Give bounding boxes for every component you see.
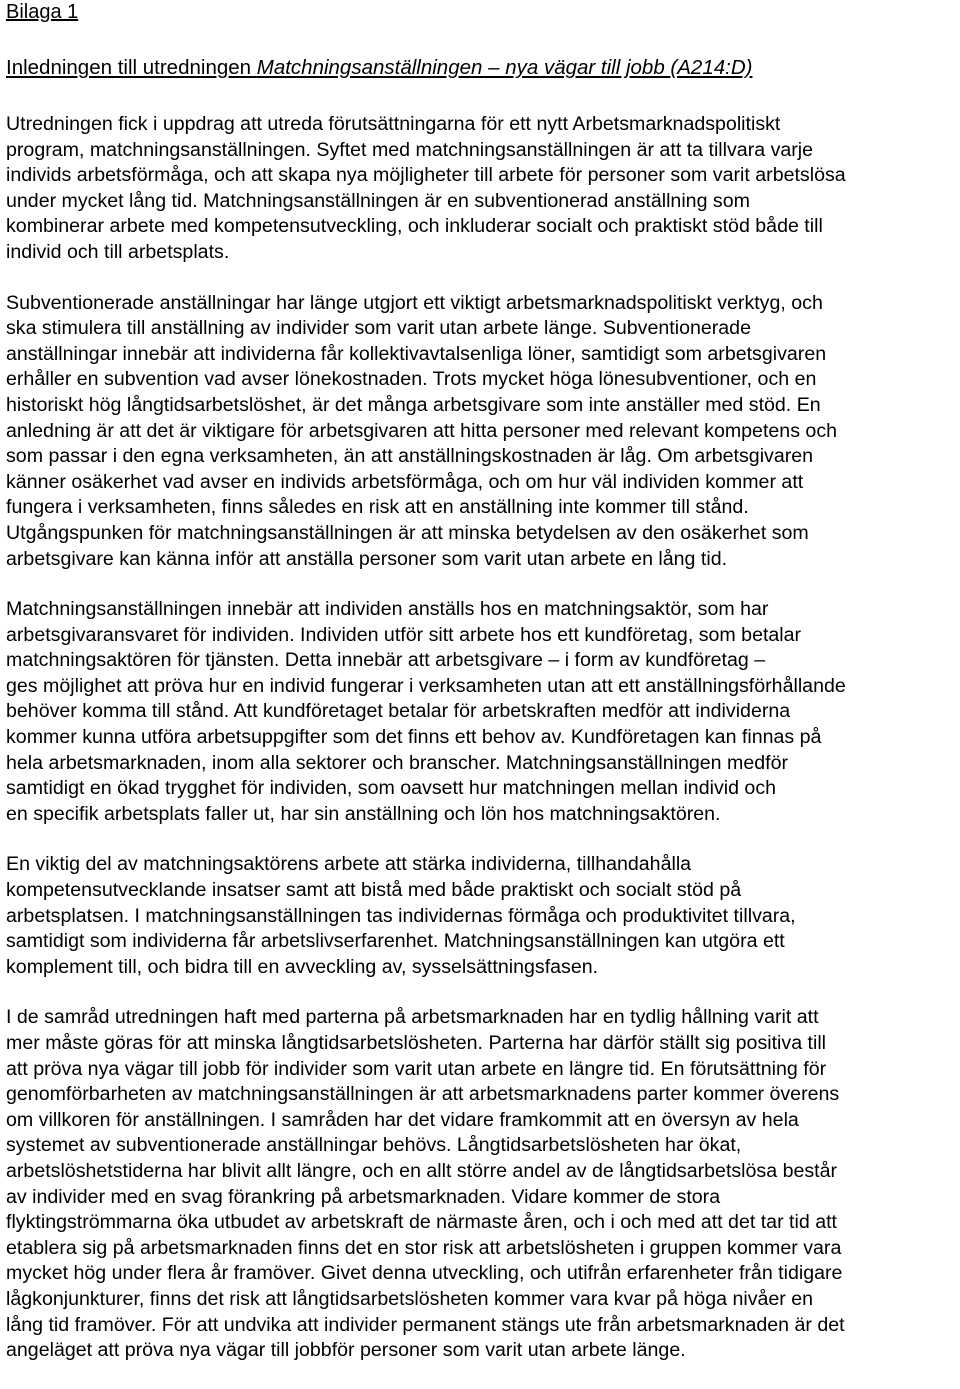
paragraph-line: om villkoren för anställningen. I samråden har det vidare framkommit att en översyn av hela <box>6 1108 799 1131</box>
paragraph-line: av individer med en svag förankring på arbetsmarknaden. Vidare kommer de stora <box>6 1185 721 1208</box>
paragraph-line: samtidigt en ökad trygghet för individen, som oavsett hur matchningen mellan individ och <box>6 777 777 800</box>
paragraph-line: kombinerar arbete med kompetensutveckling, och inkluderar socialt och praktiskt stöd både till <box>6 215 823 238</box>
paragraph-line: komplement till, och bidra till en avveckling av, sysselsättningsfasen. <box>6 955 599 978</box>
paragraph-line: Utgångspunken för matchningsanställningen är att minska betydelsen av den osäkerhet som <box>6 521 809 544</box>
paragraph-line: arbetsgivare kan känna inför att anställa personer som varit utan arbete en lång tid. <box>6 547 728 570</box>
paragraph-line: etablera sig på arbetsmarknaden finns det en stor risk att arbetslösheten i gruppen kommer vara <box>6 1236 842 1259</box>
paragraph-line: historiskt hög långtidsarbetslöshet, är det många arbetsgivare som inte anställer med stöd. En <box>6 393 821 416</box>
paragraph-line: matchningsaktören för tjänsten. Detta innebär att arbetsgivare – i form av kundföretag – <box>6 649 766 672</box>
paragraph-line: program, matchningsanställningen. Syftet med matchningsanställningen är att ta tillvara varje <box>6 138 814 161</box>
paragraph-line: flyktingströmmarna öka utbudet av arbetskraft de närmaste åren, och i och med att det tar tid att <box>6 1211 837 1234</box>
paragraph <box>6 291 956 573</box>
paragraph-line: anställningar innebär att individerna får kollektivavtalsenliga löner, samtidigt som arbetsgivaren <box>6 342 827 365</box>
paragraph-line: Matchningsanställningen innebär att individen anställs hos en matchningsaktör, som har <box>6 598 769 621</box>
paragraph-line: arbetsgivaransvaret för individen. Individen utför sitt arbete hos ett kundföretag, som betalar <box>6 623 802 646</box>
paragraph-line: erhåller en subvention vad avser lönekostnaden. Trots mycket höga lönesubventioner, och en <box>6 368 817 391</box>
paragraph-line: individ och till arbetsplats. <box>6 240 230 263</box>
paragraph-line: kommer kunna utföra arbetsuppgifter som det finns ett behov av. Kundföretagen kan finnas på <box>6 726 822 749</box>
paragraph-line: känner osäkerhet vad avser en individs arbetsförmåga, och om hur väl individen kommer att <box>6 470 804 493</box>
paragraph-line: ska stimulera till anställning av individer som varit utan arbete länge. Subventionerade <box>6 317 751 340</box>
paragraph-line: angeläget att pröva nya vägar till jobbför personer som varit utan arbete länge. <box>6 1339 686 1362</box>
paragraph-line: som passar i den egna verksamheten, än att anställningskostnaden är låg. Om arbetsgivaren <box>6 445 814 468</box>
paragraph-line: ges möjlighet att pröva hur en individ fungerar i verksamheten utan att ett anställningsförhållande <box>6 674 846 697</box>
paragraph-line: arbetslöshetstiderna har blivit allt längre, och en allt större andel av de långtidsarbetslösa består <box>6 1159 838 1182</box>
paragraph-line: arbetsplatsen. I matchningsanställningen tas individernas förmåga och produktivitet tillvara, <box>6 904 796 927</box>
heading-prefix: Inledningen till utredningen <box>6 56 257 79</box>
paragraph-line: anledning är att det är viktigare för arbetsgivaren att hitta personer med relevant kompetens och <box>6 419 838 442</box>
paragraph-line: Subventionerade anställningar har länge utgjort ett viktigt arbetsmarknadspolitiskt verktyg, och <box>6 291 823 314</box>
paragraph-line: lång tid framöver. För att undvika att individer permanent stängs ute från arbetsmarknaden är det <box>6 1313 845 1336</box>
paragraph <box>6 1005 956 1363</box>
paragraph-line: under mycket lång tid. Matchningsanställningen är en subventionerad anställning som <box>6 189 750 212</box>
paragraph-line: kompetensutvecklande insatser samt att bistå med både praktiskt och socialt stöd på <box>6 879 742 902</box>
paragraph <box>6 852 956 980</box>
paragraph-line: systemet av subventionerade anställningar behövs. Långtidsarbetslösheten har ökat, <box>6 1134 742 1157</box>
paragraph-line: I de samråd utredningen haft med parterna på arbetsmarknaden har en tydlig hållning varit att <box>6 1006 819 1029</box>
paragraph-line: hela arbetsmarknaden, inom alla sektorer och branscher. Matchningsanställningen medför <box>6 751 789 774</box>
paragraph-line: mer måste göras för att minska långtidsarbetslösheten. Parterna har därför ställt sig positiva till <box>6 1032 827 1054</box>
paragraph <box>6 112 956 266</box>
heading-title: Matchningsanställningen – nya vägar till jobb (A214:D) <box>256 56 753 79</box>
paragraph-line: lågkonjunkturer, finns det risk att långtidsarbetslösheten kommer vara kvar på höga nivåer en <box>6 1287 814 1310</box>
paragraph-line: mycket hög under flera år framöver. Givet denna utveckling, och utifrån erfarenheter från tidigare <box>6 1262 843 1285</box>
paragraph-line: fungera i verksamheten, finns således en risk att en anställning inte kommer till stånd. <box>6 496 749 519</box>
paragraph-line: att pröva nya vägar till jobb för individer som varit utan arbete en längre tid. En förutsättning för <box>6 1057 827 1080</box>
paragraph-line: genomförbarheten av matchningsanställningen är att arbetsmarknadens parter kommer överens <box>6 1083 840 1106</box>
paragraph-line: individs arbetsförmåga, och att skapa nya möjligheter till arbete för personer som varit arbetslösa <box>6 164 846 187</box>
paragraph-line: behöver komma till stånd. Att kundföretaget betalar för arbetskraften medför att individerna <box>6 700 791 723</box>
appendix-label: Bilaga 1 <box>6 1 79 23</box>
paragraph-line: samtidigt som individerna får arbetslivserfarenhet. Matchningsanställningen kan utgöra ett <box>6 930 785 953</box>
paragraph-line: en specifik arbetsplats faller ut, har sin anställning och lön hos matchningsaktören. <box>6 802 721 825</box>
paragraph-line: En viktig del av matchningsaktörens arbete att stärka individerna, tillhandahålla <box>6 853 692 876</box>
document-body <box>6 112 956 1389</box>
paragraph <box>6 597 956 827</box>
document-heading <box>6 55 752 81</box>
paragraph-line: Utredningen fick i uppdrag att utreda förutsättningarna för ett nytt Arbetsmarknadspolitiskt <box>6 113 781 135</box>
